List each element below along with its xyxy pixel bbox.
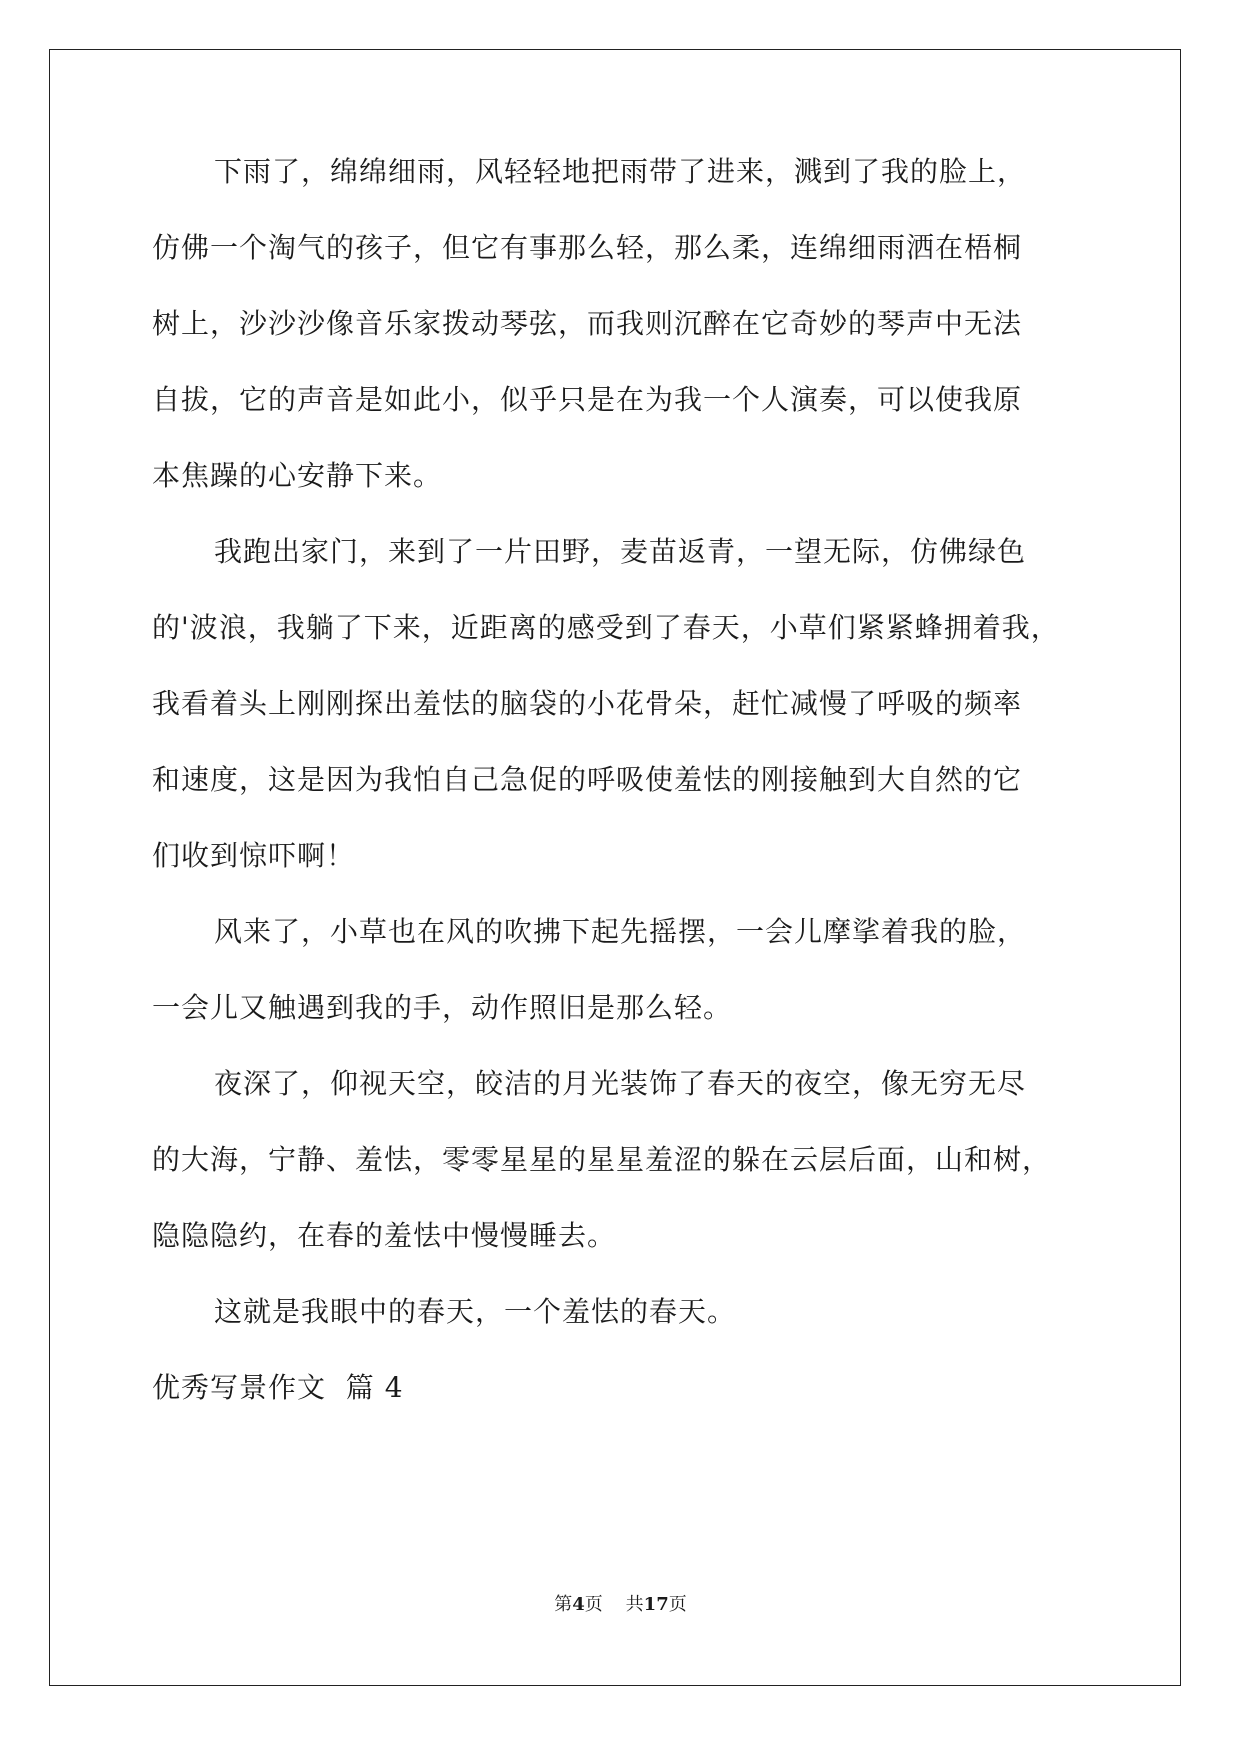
paragraph-line: 和速度，这是因为我怕自己急促的呼吸使羞怯的刚接触到大自然的它 [152,763,1023,796]
footer-total-suffix: 页 [668,1594,687,1615]
footer-page-number: 4 [572,1594,585,1615]
paragraph-line: 本焦躁的心安静下来。 [152,459,443,492]
paragraph-line: 的大海，宁静、羞怯，零零星星的星星羞涩的躲在云层后面，山和树， [152,1143,1052,1176]
paragraph-line: 仿佛一个淘气的孩子，但它有事那么轻，那么柔，连绵细雨洒在梧桐 [152,231,1023,264]
paragraph-line: 们收到惊吓啊！ [152,839,356,872]
paragraph-line: 这就是我眼中的春天，一个羞怯的春天。 [214,1295,737,1328]
paragraph-line: 下雨了，绵绵细雨，风轻轻地把雨带了进来，溅到了我的脸上， [214,155,1027,188]
paragraph-line: 一会儿又触遇到我的手，动作照旧是那么轻。 [152,991,733,1024]
paragraph-line: 自拔，它的声音是如此小，似乎只是在为我一个人演奏，可以使我原 [152,383,1023,416]
paragraph-line: 夜深了，仰视天空，皎洁的月光装饰了春天的夜空，像无穷无尽 [214,1067,1027,1100]
page-footer [0,1593,1241,1617]
footer-total-pages: 17 [643,1594,669,1615]
section-heading: 优秀写景作文 篇 4 [152,1371,404,1404]
paragraph-line: 我看着头上刚刚探出羞怯的脑袋的小花骨朵，赶忙减慢了呼吸的频率 [152,687,1023,720]
paragraph-line: 风来了，小草也在风的吹拂下起先摇摆，一会儿摩挲着我的脸， [214,915,1027,948]
paragraph-line: 树上，沙沙沙像音乐家拨动琴弦，而我则沉醉在它奇妙的琴声中无法 [152,307,1023,340]
paragraph-line: 隐隐隐约，在春的羞怯中慢慢睡去。 [152,1219,617,1252]
footer-total-prefix: 共 [625,1594,644,1615]
paragraph-line: 的'波浪，我躺了下来，近距离的感受到了春天，小草们紧紧蜂拥着我， [152,611,1060,644]
footer-page-suffix: 页 [584,1594,603,1615]
footer-page-prefix: 第 [554,1594,573,1615]
paragraph-line: 我跑出家门，来到了一片田野，麦苗返青，一望无际，仿佛绿色 [214,535,1027,568]
